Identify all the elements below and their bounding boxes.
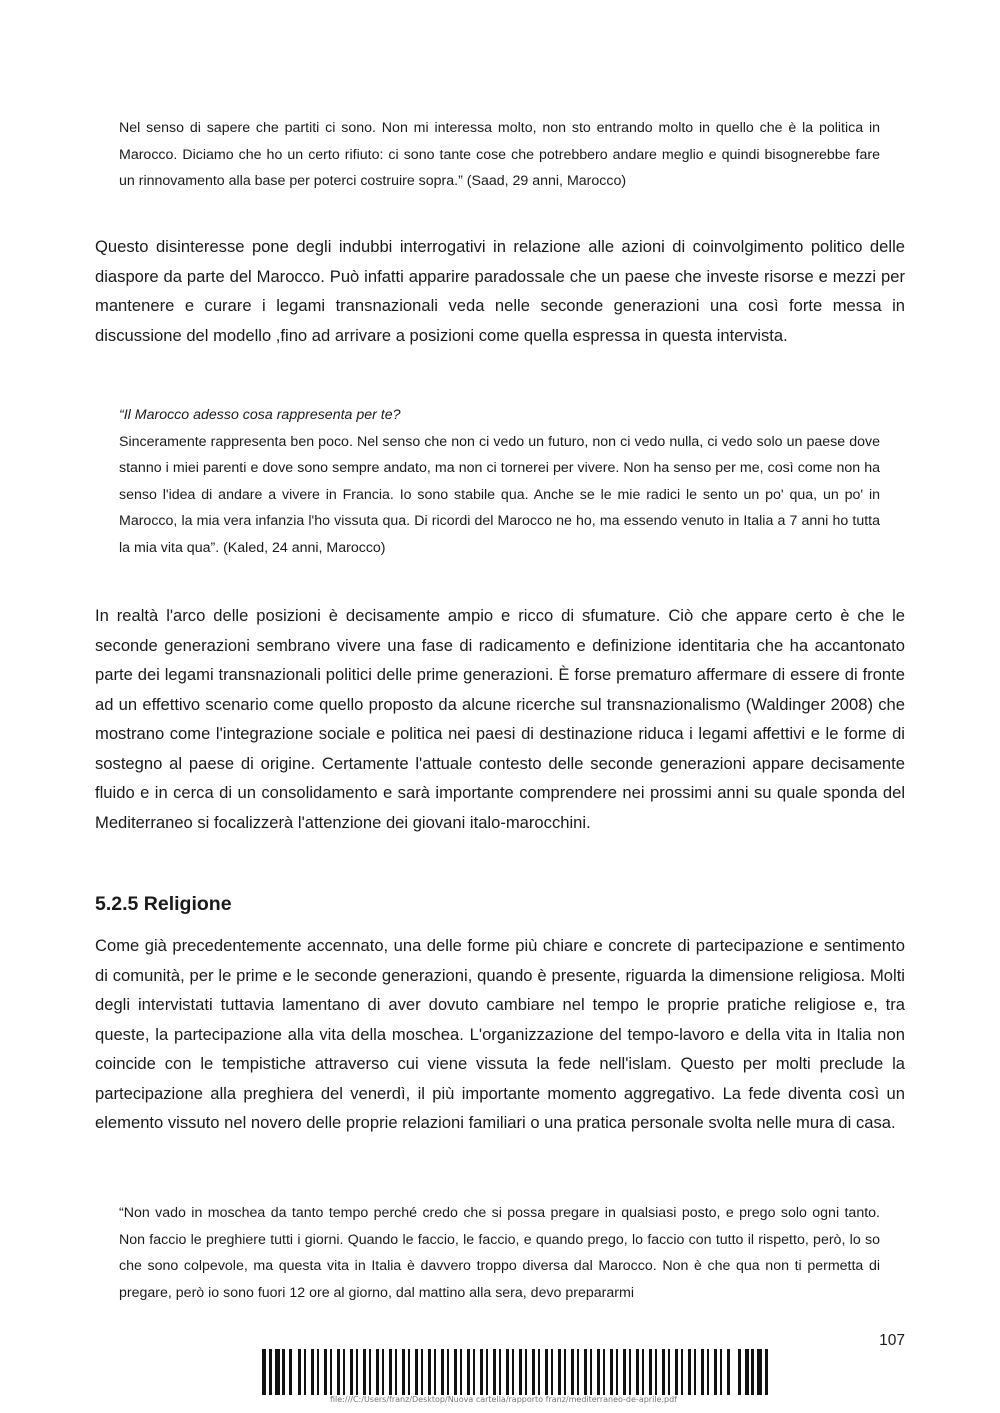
body-paragraph: Come già precedentemente accennato, una delle forme più chiare e concrete di partecipazione e sentimento di comunità, per le prime e le seconde generazioni, quando è presente, riguarda la dimensione religiosa. Molti degli intervistati tuttavia lamentano di aver dovuto cambiare nel tempo le proprie pratiche religiose e, tra queste, la partecipazione alla vita della moschea. L'organizzazione del tempo-lavoro e della vita in Italia non coincide con le tempistiche attraverso cui viene vissuta la fede nell'islam. Questo per molti preclude la partecipazione alla preghiera del venerdì, il più importante momento aggregativo. La fede diventa così un elemento vissuto nel novero delle proprie relazioni familiari o una pratica personale svolta nelle mura di casa. — [95, 936, 905, 1132]
interview-question: “Il Marocco adesso cosa rappresenta per te? — [119, 407, 401, 423]
quote-text: “Non vado in moschea da tanto tempo perché credo che si possa pregare in qualsiasi posto, e prego solo ogni tanto. Non faccio le preghiere tutti i giorni. Quando le faccio, le faccio, e quando prego, lo faccio con tutto il rispetto, però, lo so che sono colpevole, ma questa vita in Italia è davvero troppo diversa dal Marocco. Non è che qua non ti permetta di pregare, però io sono fuori 12 ore al giorno, dal mattino alla sera, devo prepararmi — [119, 1205, 880, 1301]
interview-quote-religion — [119, 1200, 880, 1306]
quote-text: Nel senso di sapere che partiti ci sono. Non mi interessa molto, non sto entrando molto in quello che è la politica in Marocco. Diciamo che ho un certo rifiuto: ci sono tante cose che potrebbero andare meglio e quindi bisognerebbe fare un rinnovamento alla base per poterci costruire sopra.” (Saad, 29 anni, Marocco) — [119, 120, 880, 189]
body-paragraph: Questo disinteresse pone degli indubbi interrogativi in relazione alle azioni di coinvolgimento politico delle diaspore da parte del Marocco. Può infatti apparire paradossale che un paese che investe risorse e mezzi per mantenere e curare i legami transnazionali veda nelle seconde generazioni una così forte messa in discussione del modello ,fino ad arrivare a posizioni come quella espressa in questa intervista. — [95, 237, 905, 345]
interview-quote-kaled — [119, 402, 880, 561]
body-paragraph: In realtà l'arco delle posizioni è decisamente ampio e ricco di sfumature. Ciò che appare certo è che le seconde generazioni sembrano vivere una fase di radicamento e definizione identitaria che ha accantonato parte dei legami transnazionali politici delle prime generazioni. È forse prematuro affermare di essere di fronte ad un effettivo scenario come quello proposto da alcune ricerche sul transnazionalismo (Waldinger 2008) che mostrano come l'integrazione sociale e politica nei paesi di destinazione riduca i legami affettivi e le forme di sostegno al paese di origine. Certamente l'attuale contesto delle seconde generazioni appare decisamente fluido e in cerca di un consolidamento e sarà importante comprendere nei prossimi anni su quale sponda del Mediterraneo si focalizzerà l'attenzione dei giovani italo-marocchini. — [95, 606, 905, 832]
section-heading: 5.2.5 Religione — [95, 893, 232, 915]
interview-quote-saad — [119, 115, 880, 195]
barcode-caption: file:///C:/Users/franz/Desktop/Nuova cartella/rapporto franz/mediterraneo-de-aprile.pdf — [330, 1395, 677, 1404]
page-number: 107 — [879, 1332, 905, 1349]
barcode-image — [262, 1349, 768, 1395]
interview-answer: Sinceramente rappresenta ben poco. Nel senso che non ci vedo un futuro, non ci vedo nulla, ci vedo solo un paese dove stanno i miei parenti e dove sono sempre andato, ma non ci tornerei per vivere. Non ha senso per me, così come non ha senso l'idea di andare a vivere in Francia. Io sono stabile qua. Anche se le mie radici le sento un po' qua, un po' in Marocco, la mia vera infanzia l'ho vissuta qua. Di ricordi del Marocco ne ho, ma essendo venuto in Italia a 7 anni ho tutta la mia vita qua”. (Kaled, 24 anni, Marocco) — [119, 433, 880, 556]
